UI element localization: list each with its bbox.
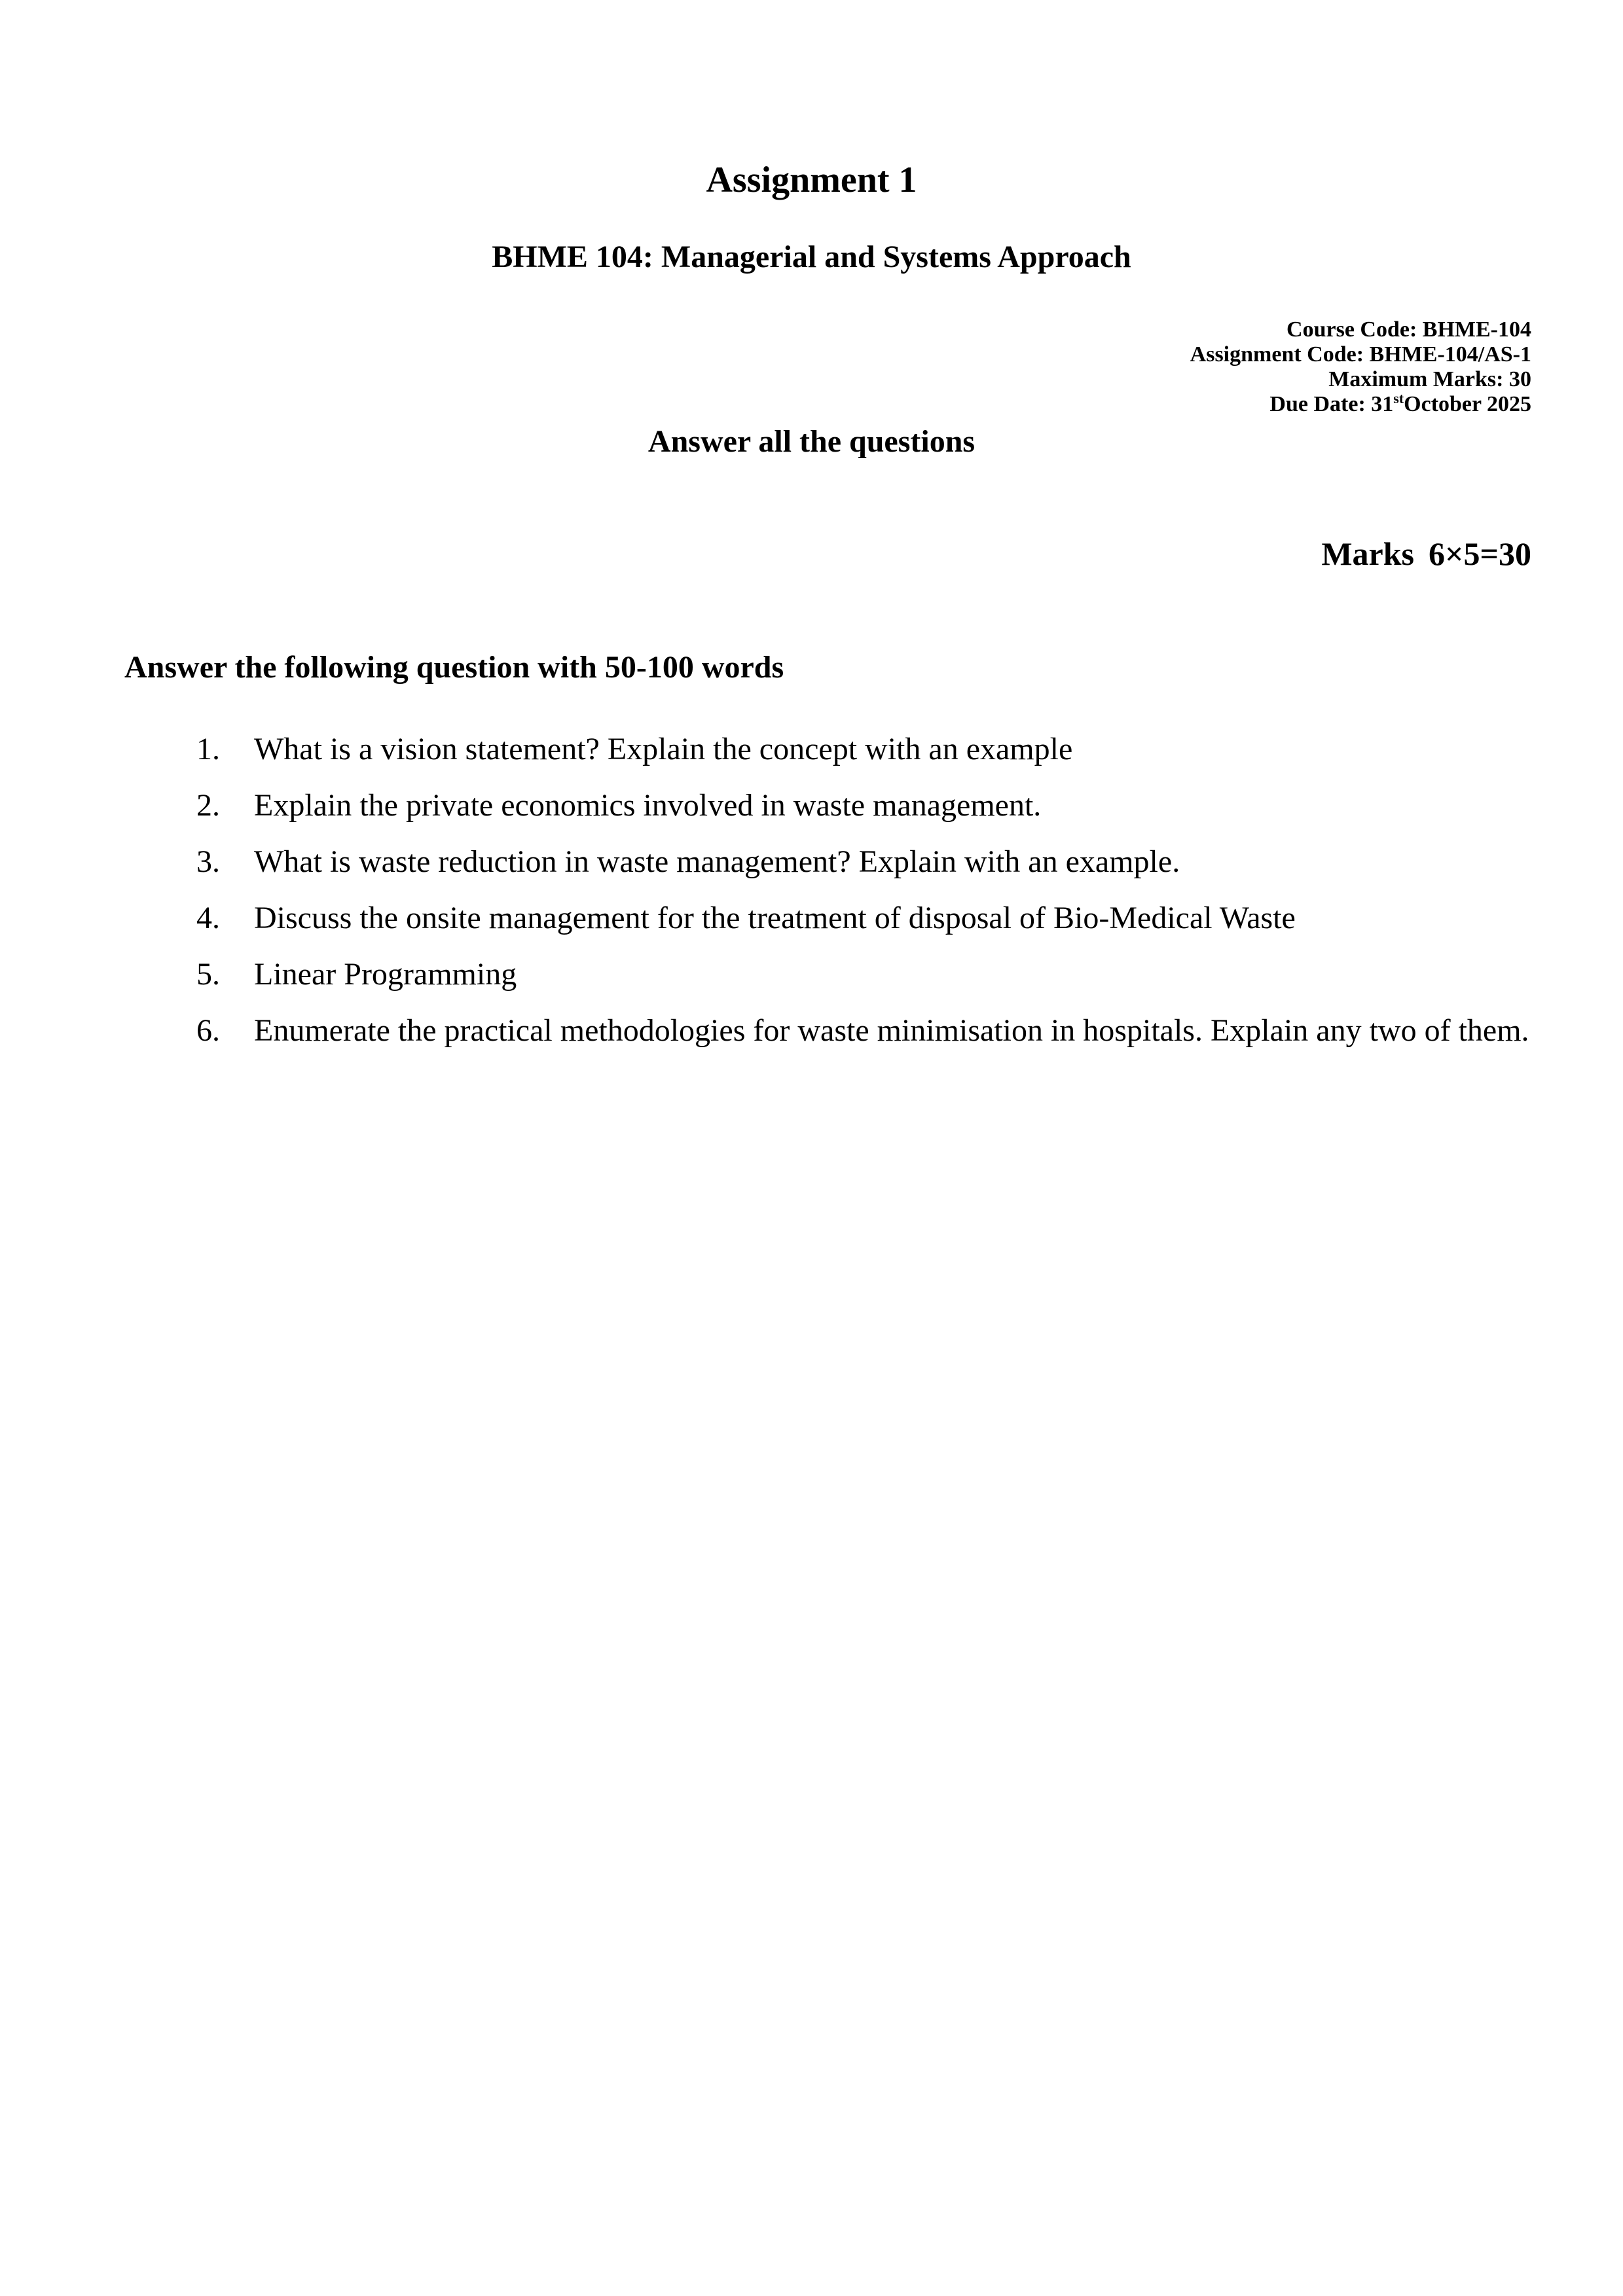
question-item xyxy=(196,778,1532,834)
section-heading: Answer the following question with 50-100 words xyxy=(124,650,784,685)
question-text: Discuss the onsite management for the treatment of disposal of Bio-Medical Waste xyxy=(254,901,1296,935)
due-date xyxy=(1190,392,1531,417)
question-item xyxy=(196,890,1532,946)
question-item xyxy=(196,1003,1532,1059)
question-text: What is a vision statement? Explain the concept with an example xyxy=(254,732,1073,766)
maximum-marks: Maximum Marks: 30 xyxy=(1328,367,1531,391)
question-list xyxy=(196,721,1532,1059)
assignment-meta xyxy=(1190,317,1531,417)
question-item xyxy=(196,946,1532,1003)
question-text: Explain the private economics involved in waste management. xyxy=(254,788,1042,823)
question-item xyxy=(196,834,1532,890)
assignment-code: Assignment Code: BHME-104/AS-1 xyxy=(1190,342,1531,367)
question-text: Linear Programming xyxy=(254,957,517,992)
question-text: What is waste reduction in waste management? Explain with an example. xyxy=(254,844,1180,879)
marks-summary xyxy=(1321,533,1531,574)
instruction-text: Answer all the questions xyxy=(647,424,976,459)
question-number: 2. xyxy=(196,788,220,823)
due-date-prefix: Due Date: 31 xyxy=(1269,392,1394,416)
due-date-ordinal: st xyxy=(1393,390,1404,406)
due-date-suffix: October 2025 xyxy=(1404,392,1531,416)
marks-label: Marks xyxy=(1321,535,1415,572)
question-number: 6. xyxy=(196,1013,220,1048)
question-item xyxy=(196,721,1532,778)
question-number: 3. xyxy=(196,844,220,879)
course-code: Course Code: BHME-104 xyxy=(1286,317,1531,342)
page-title: Assignment 1 xyxy=(706,160,917,200)
question-number: 4. xyxy=(196,901,220,935)
question-text: Enumerate the practical methodologies for waste minimisation in hospitals. Explain any two of them. xyxy=(254,1013,1529,1048)
question-number: 5. xyxy=(196,957,220,992)
marks-value: 6×5=30 xyxy=(1429,535,1531,572)
course-subtitle: BHME 104: Managerial and Systems Approach xyxy=(492,240,1131,274)
question-number: 1. xyxy=(196,732,220,766)
